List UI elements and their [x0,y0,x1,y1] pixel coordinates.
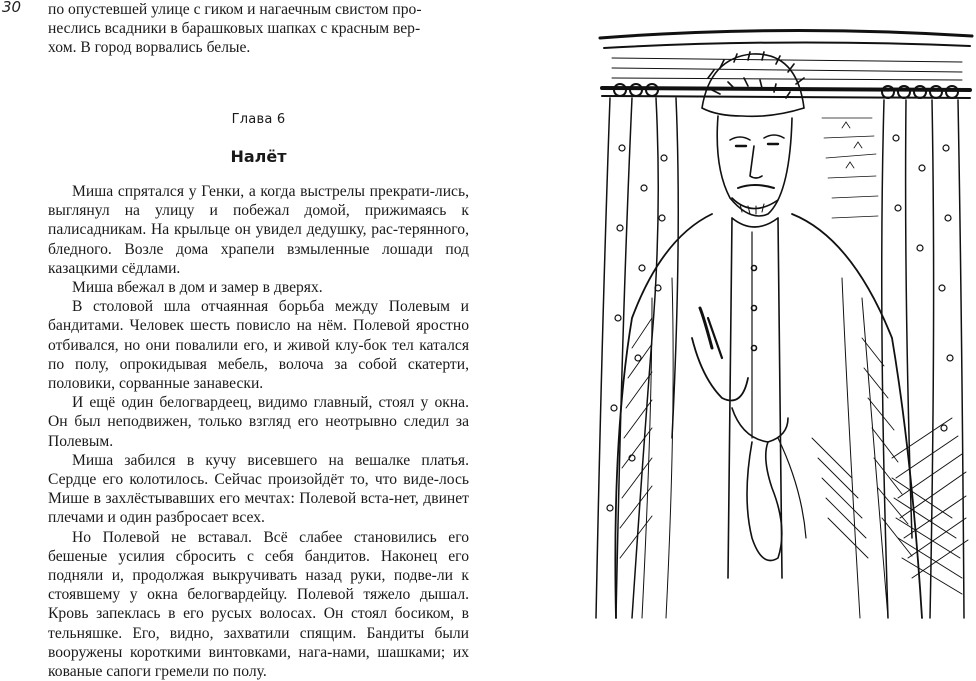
page-number: 30 [2,0,22,16]
tunic [728,218,782,578]
paragraph: В столовой шла отчаянная борьба между Полевым и бандитами. Человек шесть повисло на нём. Полевой яростно отбивался, но они повалили его, и живой клу-бок тел катался по полу, опрокидывая мебель, волоча за собой скатерти, половики, сорванные занавески. [48,298,469,393]
fur-hat [702,52,804,116]
window-hatching [822,118,878,218]
face [717,116,792,216]
arm-dagger [692,308,748,401]
paragraph: Миша спрятался у Генки, а когда выстрелы прекрати-лись, выглянул на улицу и побежал домой, прижимаясь к палисадникам. На крыльце он увидел дедушку, рас-терянного, бледного. Возле дома храпели взмыленные лошади под казацкими сёдлами. [48,183,469,277]
left-curtain [596,98,678,618]
opening-line: хом. В город ворвались белые. [48,39,251,57]
hand-whip [732,408,806,561]
cloak [615,214,922,618]
right-curtain [882,100,964,618]
cloak-hatching [620,318,912,558]
chapter-number: Глава 6 [231,111,286,127]
paragraph: И ещё один белогвардеец, видимо главный, стоял у окна. Он был неподвижен, только взгляд его неотрывно следил за Полевым. [48,394,469,450]
opening-line: по опустевшей улице с гиком и нагаечным свистом про- [48,1,422,18]
opening-line: неслись всадники в барашковых шапках с красным вер- [48,20,421,38]
ink-illustration-officer [592,18,976,639]
paragraph: Миша забился в кучу висевшего на вешалке платья. Сердце его колотилось. Сейчас произойдёт то, что виде-лось Мише в захлёстывавших его мечтах: Полевой вста-нет, двинет плечами и один разбросает всех. [48,451,469,527]
chapter-heading [48,110,469,166]
paragraph: Миша вбежал в дом и замер в дверях. [72,279,323,297]
dark-corner [892,418,968,594]
paragraph: Но Полевой не вставал. Всё слабее становились его бешеные усилия сбросить с себя бандитов. Наконец его подняли и, продолжая выкручивать назад руки, подве-ли к стоявшему у окна белогвардейцу. Полевой тяжело дышал. Кровь запеклась в его русых волосах. Он стоял босиком, в тельняшке. Его, видно, захватили спящим. Бандиты были вооружены короткими винтовками, нага-нами, шашками; их кованые сапоги гремели по полу. [48,528,469,681]
text-column [48,0,469,681]
chapter-title: Налёт [230,146,287,166]
